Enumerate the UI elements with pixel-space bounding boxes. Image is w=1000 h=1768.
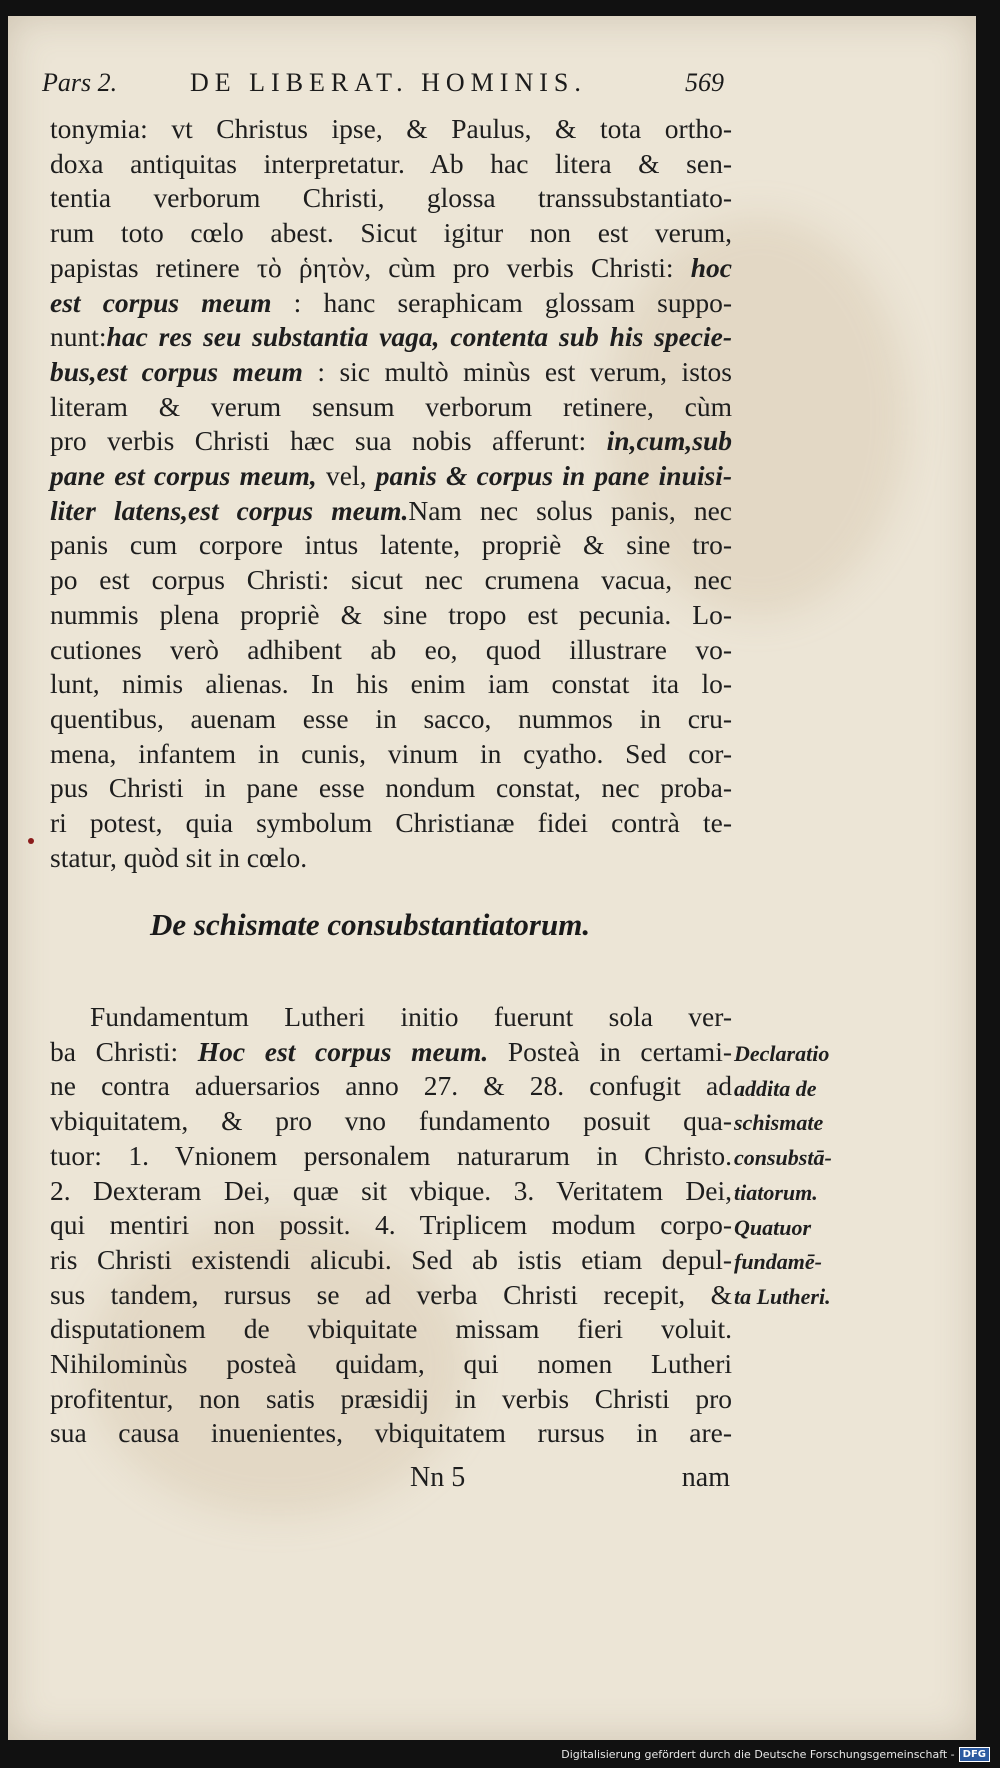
text-line: sus tandem, rursus se ad verba Christi recepit, & <box>50 1278 732 1310</box>
margin-note-line: Quatuor <box>734 1214 812 1240</box>
text-line: tuor: 1. Vnionem personalem naturarum in Christo. <box>50 1139 732 1171</box>
digitization-credit <box>561 1744 990 1764</box>
running-header <box>42 68 732 108</box>
ink-mark <box>28 838 34 844</box>
text-line: tentia verborum Christi, glossa transsubstantiato- <box>50 182 732 214</box>
text-line: papistas retinere τὸ ῥητὸν, cùm pro verbis Christi: hoc <box>50 251 732 283</box>
text-line: Fundamentum Lutheri initio fuerunt sola ver- <box>90 1001 732 1032</box>
margin-note-line: fundamē- <box>734 1249 822 1275</box>
text-line: est corpus meum : hanc seraphicam glossam suppo- <box>50 286 733 318</box>
margin-note-line: tiatorum. <box>734 1179 818 1205</box>
section-heading: De schismate consubstantiatorum. <box>150 907 591 942</box>
margin-note-line: Declaratio <box>734 1041 830 1066</box>
text-line: pus Christi in pane esse nondum constat, nec proba- <box>50 772 732 804</box>
margin-note-line: ta Lutheri. <box>734 1283 831 1309</box>
text-line: statur, quòd sit in cœlo. <box>50 841 308 873</box>
text-line: panis cum corpore intus latente, propriè & sine tro- <box>50 529 732 561</box>
text-line: disputationem de vbiquitate missam fieri voluit. <box>50 1313 732 1345</box>
text-line: literam & verum sensum verborum retinere, cùm <box>50 390 732 422</box>
text-line: ne contra aduersarios anno 27. & 28. confugit ad <box>50 1070 732 1102</box>
text-line: qui mentiri non possit. 4. Triplicem modum corpo- <box>50 1209 732 1241</box>
text-line: cutiones verò adhibent ab eo, quod illustrare vo- <box>50 633 732 665</box>
text-line: nummis plena propriè & sine tropo est pecunia. Lo- <box>50 598 732 630</box>
page-number: 569 <box>685 68 724 97</box>
text-line: rum toto cœlo abest. Sicut igitur non est verum, <box>50 217 732 249</box>
header-title: DE LIBERAT. HOMINIS. <box>190 68 587 97</box>
margin-notes <box>734 1037 884 1315</box>
text-line: po est corpus Christi: sicut nec crumena vacua, nec <box>50 564 732 596</box>
text-line: vbiquitatem, & pro vno fundamento posuit qua- <box>50 1105 732 1137</box>
page-footer <box>410 1462 730 1502</box>
section-text <box>50 1000 732 1451</box>
text-line: 2. Dexteram Dei, quæ sit vbique. 3. Veritatem Dei, <box>50 1174 732 1206</box>
text-line: liter latens,est corpus meum.Nam nec solus panis, nec <box>50 494 733 526</box>
credit-text: Digitalisierung gefördert durch die Deutsche Forschungsgemeinschaft - <box>561 1747 955 1761</box>
dfg-logo: DFG <box>959 1747 990 1762</box>
text-line: pro verbis Christi hæc sua nobis afferunt: in,cum,sub <box>50 425 732 457</box>
text-line: ri potest, quia symbolum Christianæ fidei contrà te- <box>50 807 732 839</box>
text-line: profitentur, non satis præsidij in verbis Christi pro <box>50 1382 732 1414</box>
text-line: mena, infantem in cunis, vinum in cyatho. Sed cor- <box>50 737 732 769</box>
text-line: Nihilominùs posteà quidam, qui nomen Lutheri <box>50 1348 732 1380</box>
text-line: lunt, nimis alienas. In his enim iam constat ita lo- <box>50 668 732 700</box>
body-text <box>50 112 732 875</box>
text-line: doxa antiquitas interpretatur. Ab hac litera & sen- <box>50 147 732 179</box>
margin-note-line: consubstā- <box>734 1145 832 1171</box>
signature-mark: Nn 5 <box>410 1462 466 1493</box>
catchword: nam <box>681 1462 730 1493</box>
text-line: sua causa inuenientes, vbiquitatem rursus in are- <box>50 1417 732 1449</box>
text-line: pane est corpus meum, vel, panis & corpus in pane inuisi- <box>50 460 733 492</box>
text-line: bus,est corpus meum : sic multò minùs est verum, istos <box>50 355 732 387</box>
text-line: nunt:hac res seu substantia vaga, contenta sub his specie- <box>50 321 732 353</box>
text-line: quentibus, auenam esse in sacco, nummos in cru- <box>50 702 732 734</box>
text-line: tonymia: vt Christus ipse, & Paulus, & tota ortho- <box>50 113 732 144</box>
margin-note-line: addita de <box>734 1075 817 1101</box>
text-line: ris Christi existendi alicubi. Sed ab istis etiam depul- <box>50 1243 732 1275</box>
header-part: Pars 2. <box>42 68 118 97</box>
margin-note-line: schismate <box>734 1110 824 1136</box>
text-line: ba Christi: Hoc est corpus meum. Posteà in certami- <box>50 1035 732 1067</box>
